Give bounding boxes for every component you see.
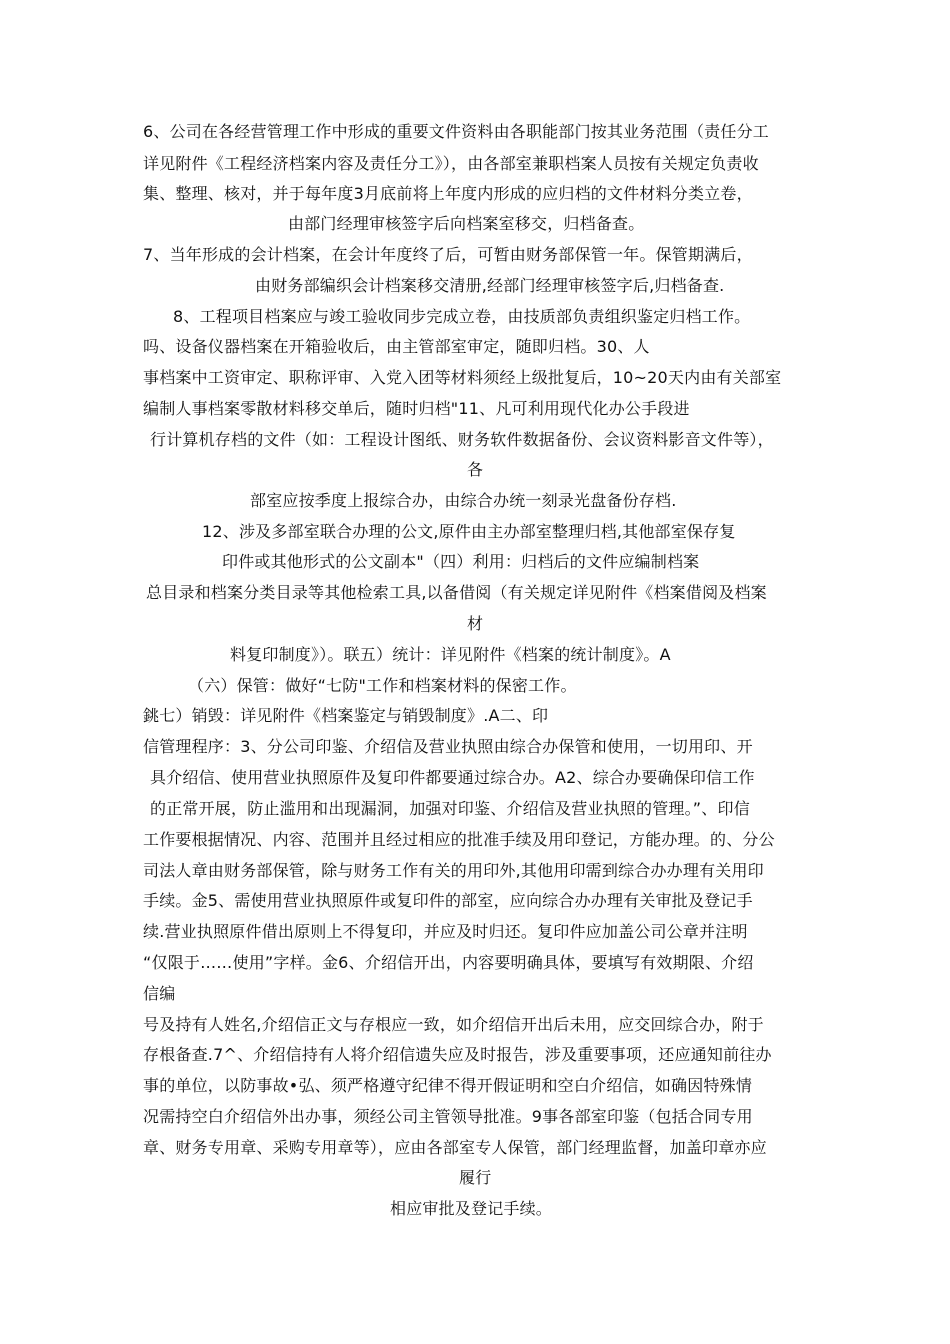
text-line: 材 — [467, 614, 484, 633]
text-line: 7、当年形成的会计档案，在会计年度终了后，可暂由财务部保管一年。保管期满后， — [143, 245, 753, 264]
text-line: 吗、设备仪器档案在开箱验收后，由主管部室审定，随即归档。30、人 — [143, 337, 650, 356]
text-line: 工作要根据情况、内容、范围并且经过相应的批准手续及用印登记，方能办理。的、分公 — [143, 830, 775, 849]
text-line: 各 — [467, 460, 484, 479]
text-line: 号及持有人姓名,介绍信正文与存根应一致，如介绍信开出后未用，应交回综合办，附于 — [143, 1015, 764, 1034]
text-line: 信管理程序：3、分公司印鉴、介绍信及营业执照由综合办保管和使用，一切用印、开 — [143, 737, 753, 756]
text-line: 部室应按季度上报综合办，由综合办统一刻录光盘备份存档. — [250, 491, 677, 510]
text-line: 况需持空白介绍信外出办事，须经公司主管领导批准。9事各部室印鉴（包括合同专用 — [143, 1107, 753, 1126]
text-line: 印件或其他形式的公文副本"（四）利用：归档后的文件应编制档案 — [222, 552, 700, 571]
text-line: 信编 — [143, 984, 176, 1003]
text-line: 司法人章由财务部保管，除与财务工作有关的用印外,其他用印需到综合办办理有关用印 — [143, 861, 764, 880]
text-line: 总目录和档案分类目录等其他检索工具,以备借阅（有关规定详见附件《档案借阅及档案 — [146, 583, 767, 602]
text-line: 手续。金5、需使用营业执照原件或复印件的部室，应向综合办办理有关审批及登记手 — [143, 891, 753, 910]
text-line: 集、整理、核对，并于每年度3月底前将上年度内形成的应归档的文件材料分类立卷， — [143, 184, 753, 203]
text-line: 事档案中工资审定、职称评审、入党入团等材料须经上级批复后，10~20天内由有关部室 — [143, 368, 782, 387]
text-line: 具介绍信、使用营业执照原件及复印件都要通过综合办。A2、综合办要确保印信工作 — [150, 768, 755, 787]
text-line: 编制人事档案零散材料移交单后，随时归档"11、凡可利用现代化办公手段进 — [143, 399, 690, 418]
text-line: “仅限于……使用”字样。金6、介绍信开出，内容要明确具体，要填写有效期限、介绍 — [143, 953, 754, 972]
text-line: 行计算机存档的文件（如：工程设计图纸、财务软件数据备份、会议资料影音文件等）， — [150, 430, 774, 449]
text-line: 12、涉及多部室联合办理的公文,原件由主办部室整理归档,其他部室保存复 — [202, 522, 736, 541]
text-line: 的正常开展，防止滥用和出现漏洞，加强对印鉴、介绍信及营业执照的管理。”、印信 — [150, 799, 750, 818]
text-line: 相应审批及登记手续。 — [390, 1199, 553, 1218]
text-line: 料复印制度》）。联五）统计：详见附件《档案的统计制度》。A — [230, 645, 671, 664]
text-line: 事的单位，以防事故•弘、须严格遵守纪律不得开假证明和空白介绍信，如确因特殊情 — [143, 1076, 753, 1095]
text-line: 章、财务专用章、采购专用章等），应由各部室专人保管，部门经理监督，加盖印章亦应 — [143, 1138, 767, 1157]
text-line: （六）保管：做好“七防"工作和档案材料的保密工作。 — [188, 676, 577, 695]
text-line: 详见附件《工程经济档案内容及责任分工》），由各部室兼职档案人员按有关规定负责收 — [143, 154, 759, 173]
text-line: 8、工程项目档案应与竣工验收同步完成立卷，由技质部负责组织鉴定归档工作。 — [173, 307, 751, 326]
text-line: 銚七）销毁：详见附件《档案鉴定与销毁制度》.A二、印 — [143, 706, 549, 725]
text-line: 续.营业执照原件借出原则上不得复印，并应及时归还。复印件应加盖公司公章并注明 — [143, 922, 748, 941]
text-line: 存根备查.7^、介绍信持有人将介绍信遗失应及时报告，涉及重要事项，还应通知前往办 — [143, 1045, 772, 1064]
text-line: 由部门经理审核签字后向档案室移交，归档备查。 — [288, 214, 645, 233]
text-line: 6、公司在各经营管理工作中形成的重要文件资料由各职能部门按其业务范围（责任分工 — [143, 122, 769, 141]
text-line: 由财务部编织会计档案移交清册,经部门经理审核签字后,归档备查. — [255, 276, 725, 295]
text-line: 履行 — [459, 1168, 492, 1187]
